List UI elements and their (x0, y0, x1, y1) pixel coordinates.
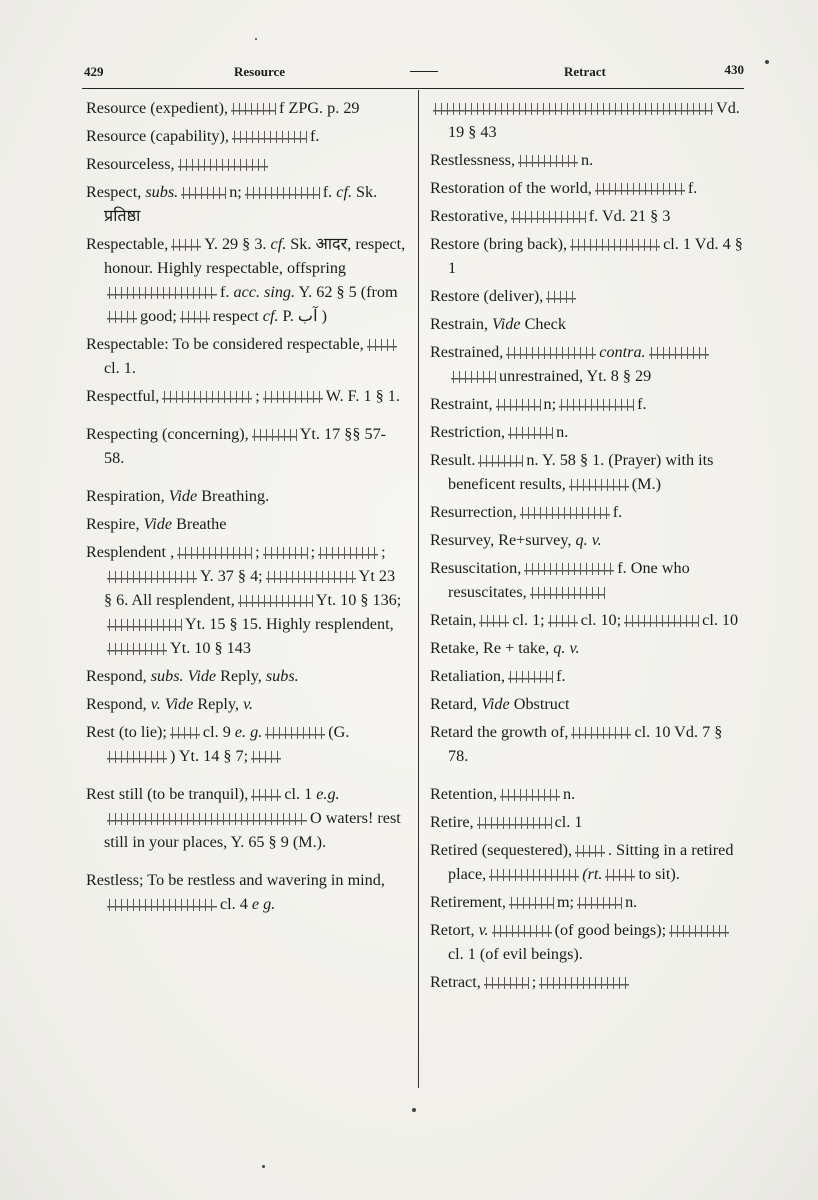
entry-resurvey: Resurvey, Re+survey, q. v. (430, 531, 602, 549)
page-header (84, 58, 744, 84)
header-dash (410, 71, 438, 72)
avestan-script (107, 311, 137, 323)
right-column (430, 96, 746, 998)
avestan-script (530, 587, 605, 599)
avestan-script (605, 869, 635, 881)
speck (262, 1165, 265, 1168)
avestan-script (266, 571, 356, 583)
entry-restless-continued: Vd. 19 § 43 (430, 96, 746, 144)
header-rule (82, 88, 744, 89)
avestan-script (500, 789, 560, 801)
entry-restrain: Restrain, Vide Check (430, 315, 566, 333)
avestan-script (518, 155, 578, 167)
avestan-script (477, 817, 552, 829)
avestan-script (433, 103, 713, 115)
entry-retard: Retard, Vide Obstruct (430, 695, 570, 713)
avestan-script (595, 183, 685, 195)
avestan-script (669, 925, 729, 937)
entry-retract: Retract, ; (430, 970, 746, 994)
entry-resuscitation: Resuscitation, f. One who resuscitates, (430, 559, 690, 601)
entry-restless: Restless; To be restless and wavering in mind,cl. 4 e g. (86, 871, 385, 913)
entry-resplendent: Resplendent , ; ; ;Y. 37 § 4; Yt 23 § 6. All resplendent, Yt. 10 § 136;Yt. 15 § 15. Highly resplendent,Yt. 10 § 143 (86, 543, 402, 657)
avestan-script (231, 103, 276, 115)
entry-restlessness: Restlessness, n. (430, 151, 594, 169)
running-head-right: Retract (564, 64, 606, 79)
entry-respectful: Respectful, ; W. F. 1 § 1. (86, 387, 400, 405)
entry-respectable-considered: Respectable: To be considered respectable,cl. 1. (86, 332, 406, 380)
avestan-script (492, 925, 552, 937)
avestan-script (569, 479, 629, 491)
avestan-script (649, 347, 709, 359)
avestan-script (559, 399, 634, 411)
entry-resource-capability: Resource (capability), f. (86, 127, 320, 145)
entry-restore-deliver: Restore (deliver), (430, 284, 746, 308)
avestan-script (252, 429, 297, 441)
entry-respecting: Respecting (concerning), Yt. 17 §§ 57-58. (86, 425, 387, 467)
entry-rest-still: Rest still (to be tranquil), cl. 1 e.g.O waters! rest still in your places, Y. 65 § 9 (M.). (86, 785, 401, 851)
entry-resource-expedient: Resource (expedient), f ZPG. p. 29 (86, 99, 360, 117)
page-number-left: 429 (84, 64, 104, 79)
avestan-script (107, 899, 217, 911)
entry-rest-lie: Rest (to lie); cl. 9 e. g. (G.) Yt. 14 § 7; (86, 723, 350, 765)
entry-respire: Respire, Vide Breathe (86, 515, 227, 533)
avestan-script (318, 547, 378, 559)
avestan-script (451, 371, 496, 383)
avestan-script (251, 789, 281, 801)
avestan-script (548, 615, 578, 627)
avestan-script (265, 727, 325, 739)
entry-restoration: Restoration of the world, f. (430, 179, 698, 197)
entry-respect: Respect, subs. n; f. cf. Sk. प्रतिष्ठा (86, 183, 378, 225)
entry-retain: Retain, cl. 1; cl. 10; cl. 10 (430, 611, 739, 629)
column-divider (418, 90, 419, 1088)
entry-retention: Retention, n. (430, 785, 576, 803)
entry-retort: Retort, v. (of good beings);cl. 1 (of evil beings). (430, 918, 746, 966)
avestan-script (508, 671, 553, 683)
avestan-script (170, 727, 200, 739)
left-column (86, 96, 406, 920)
avestan-script (509, 897, 554, 909)
avestan-script (177, 547, 252, 559)
avestan-script (489, 869, 579, 881)
entry-respiration: Respiration, Vide Breathing. (86, 487, 270, 505)
avestan-script (263, 547, 308, 559)
avestan-script (107, 643, 167, 655)
entry-restore-bring-back: Restore (bring back), cl. 1 Vd. 4 § 1 (430, 235, 743, 277)
entry-restraint: Restraint, n; f. (430, 395, 647, 413)
avestan-script (506, 347, 596, 359)
avestan-script (251, 751, 281, 763)
entry-result: Result. n. Y. 58 § 1. (Prayer) with its beneficent results, (M.) (430, 451, 714, 493)
avestan-script (575, 845, 605, 857)
entry-resurrection: Resurrection, f. (430, 503, 623, 521)
avestan-script (624, 615, 699, 627)
entry-retirement: Retirement, m; n. (430, 893, 638, 911)
running-head-left: Resource (234, 64, 286, 79)
page-number-right: 430 (724, 62, 744, 77)
avestan-script (484, 977, 529, 989)
avestan-script (180, 311, 210, 323)
avestan-script (577, 897, 622, 909)
avestan-script (107, 287, 217, 299)
avestan-script (539, 977, 629, 989)
avestan-script (232, 131, 307, 143)
speck (255, 38, 257, 40)
avestan-script (107, 619, 182, 631)
entry-restorative: Restorative, f. Vd. 21 § 3 (430, 207, 671, 225)
entry-retired: Retired (sequestered), . Sitting in a retired place, (rt. to sit). (430, 841, 734, 883)
avestan-script (520, 507, 610, 519)
entry-respond-v: Respond, v. Vide Reply, v. (86, 695, 254, 713)
avestan-script (508, 427, 553, 439)
avestan-script (263, 391, 323, 403)
entry-retard-growth: Retard the growth of, cl. 10 Vd. 7 § 78. (430, 723, 723, 765)
entry-retaliation: Retaliation, f. (430, 667, 566, 685)
avestan-script (107, 813, 307, 825)
avestan-script (496, 399, 541, 411)
entry-retire: Retire, cl. 1 (430, 813, 583, 831)
speck (412, 1108, 416, 1112)
avestan-script (171, 239, 201, 251)
entry-respectable: Respectable, Y. 29 § 3. cf. Sk. आदर, respect, honour. Highly respectable, offspringf. acc. sing. Y. 62 § 5 (fromgood; respect cf. P. آب ) (86, 235, 406, 325)
avestan-script (238, 595, 313, 607)
entry-respond-subs: Respond, subs. Vide Reply, subs. (86, 667, 299, 685)
entry-restriction: Restriction, n. (430, 423, 569, 441)
avestan-script (107, 751, 167, 763)
entry-retake: Retake, Re + take, q. v. (430, 639, 580, 657)
entry-restrained: Restrained, contra.unrestrained, Yt. 8 § 29 (430, 340, 746, 388)
avestan-script (162, 391, 252, 403)
avestan-script (570, 239, 660, 251)
avestan-script (107, 571, 197, 583)
avestan-script (178, 159, 268, 171)
avestan-script (479, 615, 509, 627)
avestan-script (524, 563, 614, 575)
avestan-script (245, 187, 320, 199)
entry-resourceless: Resourceless, (86, 152, 406, 176)
avestan-script (571, 727, 631, 739)
avestan-script (546, 291, 576, 303)
avestan-script (181, 187, 226, 199)
avestan-script (511, 211, 586, 223)
avestan-script (367, 339, 397, 351)
avestan-script (478, 455, 523, 467)
speck (765, 60, 769, 64)
